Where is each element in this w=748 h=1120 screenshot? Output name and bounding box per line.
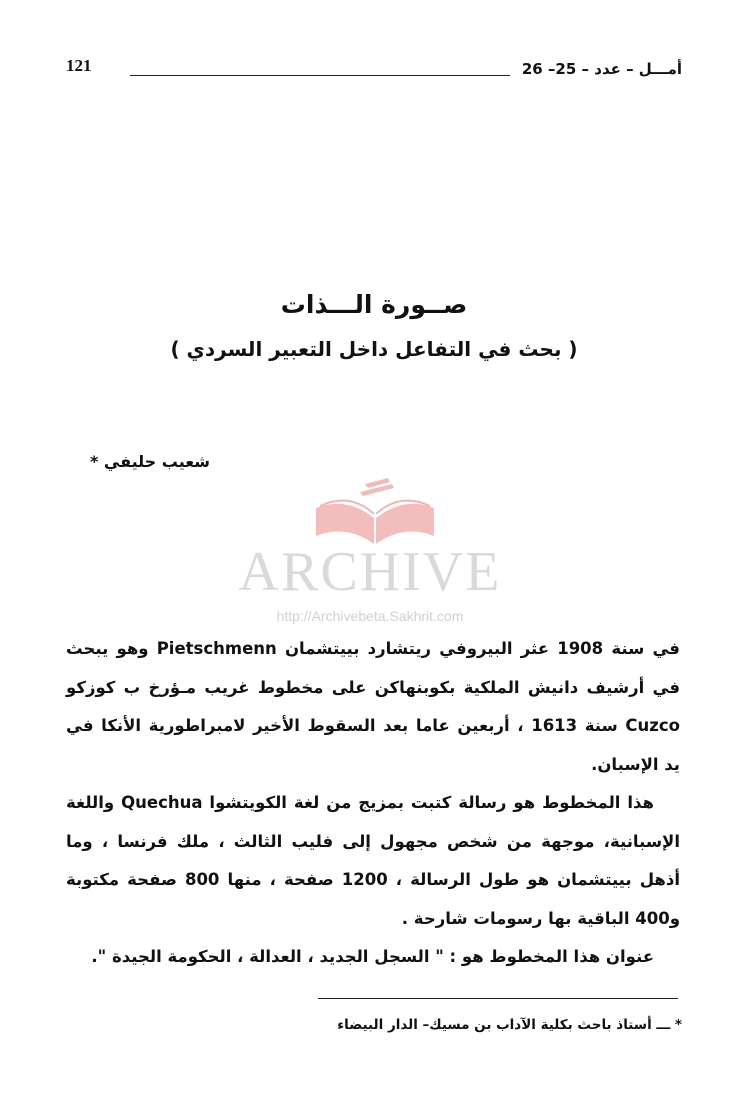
page-number: 121 bbox=[66, 56, 92, 75]
footnote-rule bbox=[318, 998, 678, 999]
watermark-word: ARCHIVE bbox=[238, 541, 502, 603]
footnote: * ـــ أستاذ باحث بكلية الآداب بن مسيك– الدار البيضاء bbox=[337, 1017, 682, 1033]
header-rule bbox=[130, 75, 510, 76]
paragraph-3: عنوان هذا المخطوط هو : " السجل الجديد ، العدالة ، الحكومة الجيدة ". bbox=[91, 947, 654, 966]
author-name: شعيب حليفي * bbox=[89, 452, 210, 471]
paragraph-1: في سنة 1908 عثر البيروفي ريتشارد بييتشمان Pietschmenn وهو يبحث في أرشيف دانيش الملكية بكوبنهاكن على مخطوط غريب مـؤرخ ب كوزكو Cuzco سنة 1613 ، أربعين عاما بعد السقوط الأخير لامبراطورية الأنكا في يد الإسبان. bbox=[66, 639, 680, 774]
article-subtitle: ( بحث في التفاعل داخل التعبير السردي ) bbox=[170, 337, 578, 361]
article-title: صــورة الـــذات bbox=[280, 290, 468, 319]
body-text bbox=[66, 630, 680, 977]
archive-watermark bbox=[220, 478, 520, 638]
red-open-book-icon bbox=[310, 478, 440, 548]
journal-info: أمـــل – عدد – 25– 26 bbox=[521, 60, 682, 78]
watermark-url: http://Archivebeta.Sakhrit.com bbox=[276, 608, 464, 624]
paragraph-2: هذا المخطوط هو رسالة كتبت بمزيج من لغة الكويتشوا Quechua واللغة الإسبانية، موجهة من شخص مجهول إلى فليب الثالث ، ملك فرنسا ، وما أذهل بييتشمان هو طول الرسالة ، 1200 صفحة ، منها 800 صفحة مكتوبة و400 الباقية بها رسومات شارحة . bbox=[66, 793, 680, 928]
